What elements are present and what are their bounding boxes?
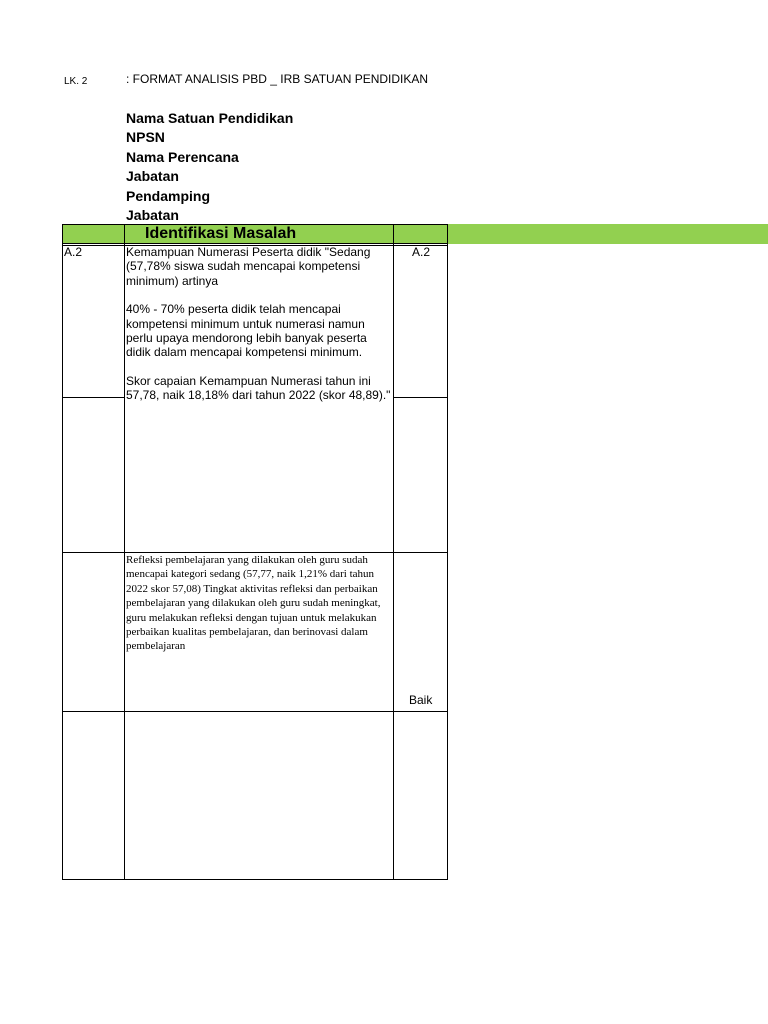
row1-code-right: A.2 (412, 245, 431, 259)
section-title: Identifikasi Masalah (145, 225, 297, 242)
row1-paragraph: 40% - 70% peserta didik telah mencapai kompetensi minimum untuk numerasi namun perlu upaya mendorong lebih banyak peserta didik dalam mencapai kompetensi minimum. (126, 302, 367, 360)
grid-line (124, 224, 125, 880)
row1-paragraph: Kemampuan Numerasi Peserta didik "Sedang (57,78% siswa sudah mencapai kompetensi minimum) artinya (126, 245, 371, 288)
grid-line (393, 224, 394, 880)
row3-status: Baik (409, 693, 433, 707)
grid-line (62, 397, 125, 398)
grid-line (62, 243, 448, 244)
row1-code-left: A.2 (64, 245, 83, 259)
grid-line (447, 224, 448, 880)
field-npsn: NPSN (126, 129, 165, 145)
grid-line (394, 397, 448, 398)
field-jabatan: Jabatan (126, 168, 179, 184)
row3-description: Refleksi pembelajaran yang dilakukan oleh guru sudah mencapai kategori sedang (57,77, naik 1,21% dari tahun 2022 skor 57,08) Tingkat aktivitas refleksi dan perbaikan pembelajaran yang dilakukan oleh guru sudah meningkat, guru melakukan refleksi dengan tujuan untuk melakukan perbaikan kualitas pembelajaran, dan berinovasi dalam pembelajaran (126, 554, 381, 653)
grid-line (62, 711, 448, 712)
grid-line (62, 879, 448, 880)
row1-paragraph: Skor capaian Kemampuan Numerasi tahun ini 57,78, naik 18,18% dari tahun 2022 (skor 48,89)." (126, 373, 391, 403)
grid-line (62, 224, 448, 225)
field-pendamping: Pendamping (126, 188, 211, 204)
field-jabatan-pendamping: Jabatan (126, 207, 179, 223)
field-nama-satuan-pendidikan: Nama Satuan Pendidikan (126, 110, 294, 126)
format-title: : FORMAT ANALISIS PBD _ IRB SATUAN PENDIDIKAN (126, 72, 429, 86)
row1-description (126, 245, 392, 403)
field-nama-perencana: Nama Perencana (126, 149, 239, 165)
grid-line (62, 224, 63, 880)
lk-label: LK. 2 (64, 76, 88, 87)
